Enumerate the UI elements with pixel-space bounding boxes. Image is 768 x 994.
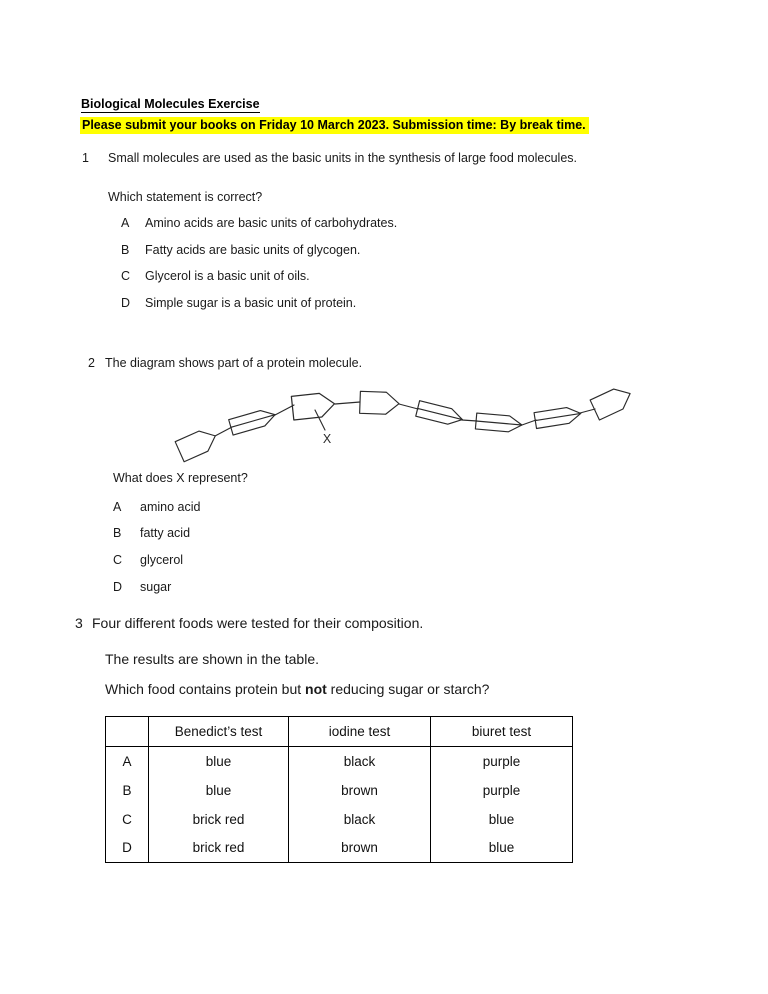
table-row <box>106 834 573 863</box>
bond-line <box>215 427 232 436</box>
q3-prompt-bold: not <box>305 681 327 697</box>
submission-notice: Please submit your books on Friday 10 March 2023. Submission time: By break time. <box>80 117 589 134</box>
amino-acid-unit <box>229 407 278 435</box>
table-header-iodine: iodine test <box>289 717 431 747</box>
bond-line <box>580 409 595 413</box>
cell: blue <box>149 776 289 805</box>
q2-option-a-text: amino acid <box>140 500 201 514</box>
worksheet-title: Biological Molecules Exercise <box>81 97 260 111</box>
bond-line <box>275 405 294 415</box>
cell: blue <box>431 805 573 834</box>
q3-prompt <box>105 681 489 697</box>
table-header-empty <box>106 717 149 747</box>
table-header-row <box>106 717 573 747</box>
x-label: X <box>322 432 332 446</box>
q1-option-b-text: Fatty acids are basic units of glycogen. <box>145 243 361 257</box>
protein-molecule-diagram <box>155 378 655 463</box>
q2-option-d-text: sugar <box>140 580 172 594</box>
cell: black <box>289 747 431 776</box>
q2-option-b-letter: B <box>113 526 122 540</box>
amino-acid-unit <box>534 406 582 429</box>
q3-line2: The results are shown in the table. <box>105 651 320 667</box>
row-label: A <box>122 753 132 769</box>
q3-number: 3 <box>75 615 83 631</box>
bond-line <box>399 404 418 409</box>
amino-acid-unit <box>416 401 465 428</box>
bond-line <box>335 402 360 404</box>
cell: brown <box>289 776 431 805</box>
row-label: C <box>122 811 132 827</box>
amino-acid-unit <box>175 426 220 462</box>
table-header-benedict: Benedict’s test <box>149 717 289 747</box>
q1-option-d-text: Simple sugar is a basic unit of protein. <box>145 296 357 310</box>
q1-stem: Small molecules are used as the basic units in the synthesis of large food molecules. <box>108 151 577 165</box>
row-label: D <box>122 840 132 856</box>
q1-option-a-text: Amino acids are basic units of carbohydrates. <box>145 216 398 230</box>
q1-option-c-text: Glycerol is a basic unit of oils. <box>145 269 310 283</box>
q2-option-c-letter: C <box>113 553 123 567</box>
table-row <box>106 805 573 834</box>
q2-option-a-letter: A <box>113 500 122 514</box>
table-header-biuret: biuret test <box>431 717 573 747</box>
q2-stem: The diagram shows part of a protein molecule. <box>105 356 363 370</box>
q3-prompt-prefix: Which food contains protein but <box>105 681 306 697</box>
cell: purple <box>431 747 573 776</box>
amino-acid-unit <box>475 413 522 433</box>
q1-number: 1 <box>82 151 89 165</box>
row-label: B <box>122 782 132 798</box>
q2-prompt: What does X represent? <box>113 471 248 485</box>
q1-option-b-letter: B <box>121 243 130 257</box>
q2-number: 2 <box>88 356 95 370</box>
amino-acid-unit <box>360 391 400 414</box>
cell: blue <box>431 834 573 863</box>
amino-acid-unit <box>590 384 635 420</box>
cell: blue <box>149 747 289 776</box>
cell: brown <box>289 834 431 863</box>
cell: brick red <box>149 805 289 834</box>
q1-option-c-letter: C <box>121 269 131 283</box>
q3-stem: Four different foods were tested for their composition. <box>92 615 424 631</box>
q2-option-c-text: glycerol <box>140 553 184 567</box>
q2-option-b-text: fatty acid <box>140 526 191 540</box>
amino-acid-unit-x <box>291 392 335 420</box>
q3-prompt-suffix: reducing sugar or starch? <box>326 681 490 697</box>
results-table <box>105 716 573 863</box>
table-row <box>106 776 573 805</box>
table-row <box>106 747 573 776</box>
q1-option-d-letter: D <box>121 296 131 310</box>
bond-line <box>522 420 536 425</box>
cell: black <box>289 805 431 834</box>
q1-option-a-letter: A <box>121 216 130 230</box>
x-pointer-line <box>315 410 325 430</box>
cell: purple <box>431 776 573 805</box>
cell: brick red <box>149 834 289 863</box>
q1-prompt: Which statement is correct? <box>108 190 263 204</box>
q2-option-d-letter: D <box>113 580 123 594</box>
bond-line <box>462 420 477 421</box>
